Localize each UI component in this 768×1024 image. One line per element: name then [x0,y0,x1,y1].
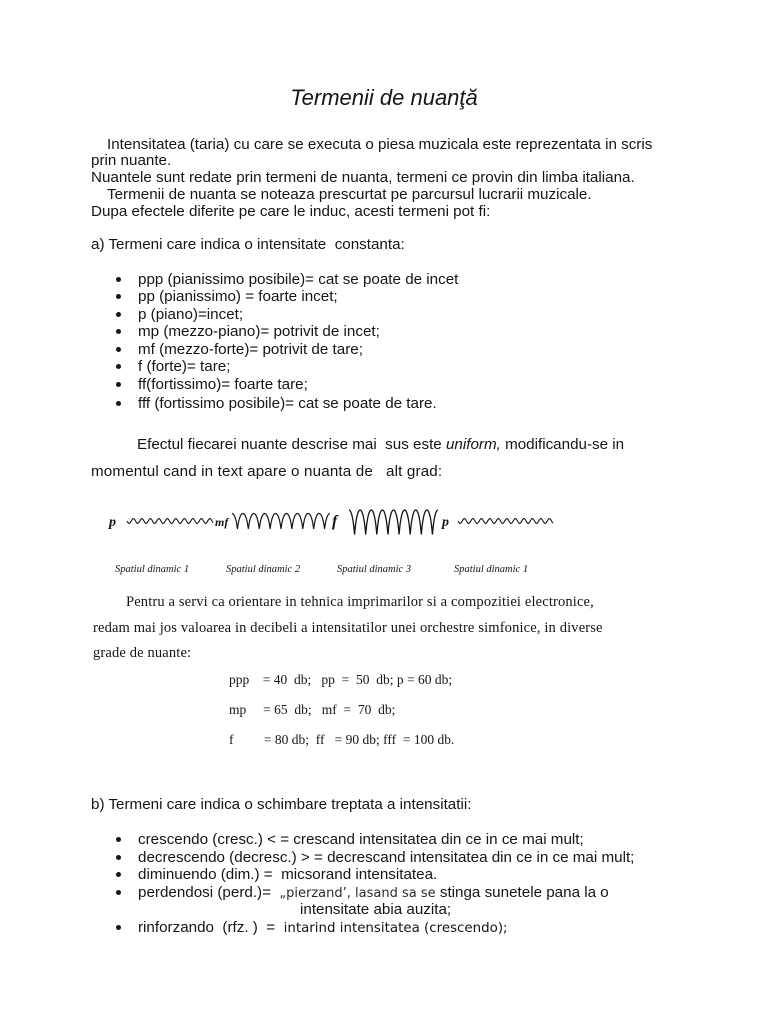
list-item-rinforzando [138,919,508,938]
list-item: pp (pianissimo) = foarte incet; [138,288,338,305]
dynamics-diagram [0,500,768,545]
dynamic-mark-p: p [109,515,116,530]
decibel-row: mp = 65 db; mf = 70 db; [229,702,396,717]
dynamic-wave-small-return [458,519,553,524]
dynamic-wave-large [349,510,438,534]
perdendosi-rest: stinga sunetele pana la o [435,884,609,901]
list-item: f (forte)= tare; [138,358,231,375]
decibel-row: ppp = 40 db; pp = 50 db; p = 60 db; [229,672,453,687]
dynamic-space-label: Spatiul dinamic 1 [115,564,190,575]
decibel-intro-line-3: grade de nuante: [93,645,192,661]
bullet-icon [116,329,121,334]
page-title: Termenii de nuanţă [290,85,478,110]
bullet-icon [116,872,121,877]
bullet-icon [116,382,121,387]
perdendosi-continuation: intensitate abia auzita; [300,901,452,918]
perdendosi-term: perdendosi (perd.)= [138,884,280,901]
dynamic-wave-small [127,519,213,524]
list-item: ppp (pianissimo posibile)= cat se poate de incet [138,271,459,288]
bullet-icon [116,855,121,860]
bullet-icon [116,925,121,930]
section-b-heading: b) Termeni care indica o schimbare treptata a intensitatii: [91,796,472,813]
section-a-heading: a) Termeni care indica o intensitate constanta: [91,236,405,253]
list-item: mp (mezzo-piano)= potrivit de incet; [138,323,380,340]
effect-text-post: modificandu-se in [500,436,625,453]
decibel-row: f = 80 db; ff = 90 db; fff = 100 db. [229,732,455,747]
bullet-icon [116,890,121,895]
decibel-intro-line-2: redam mai jos valoarea in decibeli a intensitatilor unei orchestre simfonice, in diverse [93,620,603,636]
perdendosi-quote: „pierzand’, lasand sa se [279,886,436,901]
effect-line-1 [137,436,624,454]
list-item: p (piano)=incet; [138,306,244,323]
intro-line-5: Dupa efectele diferite pe care le induc, acesti termeni pot fi: [91,203,491,220]
intro-line-2: prin nuante. [91,152,172,169]
list-item-decrescendo: decrescendo (decresc.) > = decrescand intensitatea din ce in ce mai mult; [138,849,635,866]
intro-line-3: Nuantele sunt redate prin termeni de nuanta, termeni ce provin din limba italiana. [91,169,635,186]
bullet-icon [116,401,121,406]
bullet-icon [116,312,121,317]
bullet-icon [116,364,121,369]
dynamic-mark-p-return: p [442,515,449,530]
effect-text-pre: Efectul fiecarei nuante descrise mai sus este [137,436,446,453]
rinforzando-term: rinforzando (rfz. ) = [138,919,284,936]
decibel-intro-line-1: Pentru a servi ca orientare in tehnica imprimarilor si a compozitiei electronice, [126,594,594,610]
list-item-diminuendo: diminuendo (dim.) = micsorand intensitatea. [138,866,438,883]
list-item-crescendo: crescendo (cresc.) < = crescand intensitatea din ce in ce mai mult; [138,831,584,848]
dynamic-space-label: Spatiul dinamic 2 [226,564,301,575]
bullet-icon [116,294,121,299]
dynamic-mark-mf: mf [215,515,229,529]
dynamic-space-label: Spatiul dinamic 1 [454,564,529,575]
list-item: ff(fortissimo)= foarte tare; [138,376,308,393]
bullet-icon [116,837,121,842]
rinforzando-meaning: intarind intensitatea (crescendo); [283,921,508,936]
bullet-icon [116,347,121,352]
dynamic-wave-medium [232,514,330,529]
list-item: fff (fortissimo posibile)= cat se poate de tare. [138,395,437,412]
bullet-icon [116,277,121,282]
effect-text-emphasis: uniform, [445,436,501,453]
dynamic-mark-f: f [332,513,338,530]
list-item: mf (mezzo-forte)= potrivit de tare; [138,341,363,358]
intro-line-1: Intensitatea (taria) cu care se executa o piesa muzicala este reprezentata in scris [107,136,653,153]
effect-line-2: momentul cand in text apare o nuanta de alt grad: [91,463,443,480]
intro-line-4: Termenii de nuanta se noteaza prescurtat pe parcursul lucrarii muzicale. [107,186,592,203]
dynamic-space-label: Spatiul dinamic 3 [337,564,412,575]
